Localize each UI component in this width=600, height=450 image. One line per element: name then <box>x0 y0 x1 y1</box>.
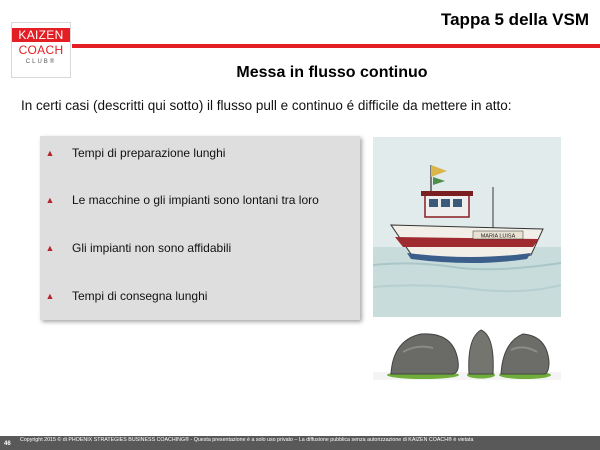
kaizen-coach-logo <box>11 22 71 78</box>
arrowhead-bullet-icon: ▲ <box>45 291 55 301</box>
footer-bar <box>0 436 600 450</box>
logo-text-coach: COACH <box>18 43 64 57</box>
slide-title: Tappa 5 della VSM <box>440 10 589 29</box>
boat-painting-image <box>373 137 561 317</box>
logo-text-kaizen: KAIZEN <box>12 28 70 42</box>
boat-name-label: MARIA LUISA <box>480 233 516 240</box>
list-item-text: Tempi di preparazione lunghi <box>72 146 226 160</box>
arrowhead-bullet-icon: ▲ <box>45 195 55 205</box>
rock-icon <box>373 322 561 380</box>
copyright-text: Copyright 2015 © di PHOENIX STRATEGIES BUSINESS COACHING® - Questa presentazione è a solo uso privato – La diffusione pubblica senza autorizzazione di KAIZEN COACH® è vietata <box>20 437 474 443</box>
boat-icon <box>373 137 561 317</box>
arrowhead-bullet-icon: ▲ <box>45 243 55 253</box>
page-number: 46 <box>4 441 11 447</box>
slide-subtitle: Messa in flusso continuo <box>236 64 428 81</box>
list-item <box>45 146 225 160</box>
header-divider <box>72 44 600 48</box>
rocks-image <box>373 322 561 380</box>
intro-text: In certi casi (descritti qui sotto) il flusso pull e continuo é difficile da mettere in atto: <box>21 98 512 113</box>
list-item-text: Tempi di consegna lunghi <box>72 289 208 303</box>
list-item-text: Gli impianti non sono affidabili <box>72 241 232 255</box>
arrowhead-bullet-icon: ▲ <box>45 148 55 158</box>
list-item <box>45 193 319 207</box>
list-item-text: Le macchine o gli impianti sono lontani tra loro <box>72 193 319 207</box>
list-item <box>45 289 207 303</box>
logo-text-club: CLUB® <box>25 59 57 65</box>
bullet-panel <box>40 136 360 320</box>
list-item <box>45 241 231 255</box>
